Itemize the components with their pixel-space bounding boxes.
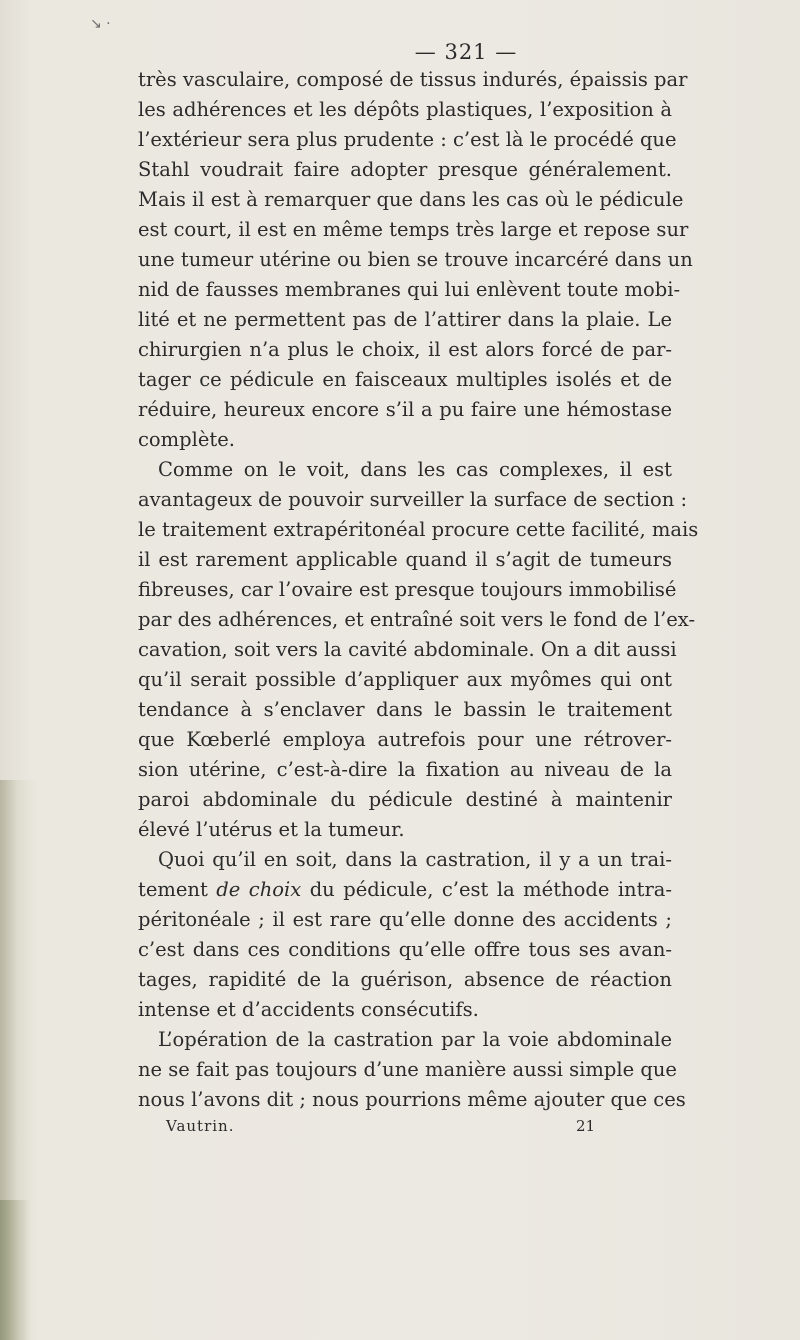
- text-line: L’opération de la castration par la voie abdominale: [158, 1028, 672, 1051]
- text-line: il est rarement applicable quand il s’agit de tumeurs: [138, 548, 672, 571]
- text-line: paroi abdominale du pédicule destiné à maintenir: [138, 788, 672, 811]
- text-line: Mais il est à remarquer que dans les cas où le pédicule: [138, 188, 684, 211]
- text-line: que Kœberlé employa autrefois pour une rétrover-: [138, 728, 672, 751]
- text-line: qu’il serait possible d’appliquer aux myômes qui ont: [138, 668, 672, 691]
- footer-signature-number: 21: [576, 1117, 596, 1135]
- text-line: Quoi qu’il en soit, dans la castration, il y a un trai-: [158, 848, 672, 871]
- text-line: réduire, heureux encore s’il a pu faire une hémostase: [138, 398, 672, 421]
- text-line: [138, 877, 672, 903]
- text-line: une tumeur utérine ou bien se trouve incarcéré dans un: [138, 248, 693, 271]
- text-line: chirurgien n’a plus le choix, il est alors forcé de par-: [138, 338, 672, 361]
- text-line: tages, rapidité de la guérison, absence de réaction: [138, 968, 672, 991]
- italic-text-run: de choix: [216, 878, 302, 901]
- text-line: lité et ne permettent pas de l’attirer dans la plaie. Le: [138, 308, 672, 331]
- text-line: élevé l’utérus et la tumeur.: [138, 818, 405, 841]
- text-line: tager ce pédicule en faisceaux multiples isolés et de: [138, 368, 672, 391]
- text-line: nid de fausses membranes qui lui enlèvent toute mobi-: [138, 278, 681, 301]
- text-line: l’extérieur sera plus prudente : c’est là le procédé que: [138, 128, 677, 151]
- text-line: péritonéale ; il est rare qu’elle donne des accidents ;: [138, 908, 672, 931]
- text-line: ne se fait pas toujours d’une manière aussi simple que: [138, 1058, 677, 1081]
- text-line: Comme on le voit, dans les cas complexes, il est: [158, 458, 672, 481]
- text-line: par des adhérences, et entraîné soit vers le fond de l’ex-: [138, 608, 696, 631]
- text-line: très vasculaire, composé de tissus indurés, épaissis par: [138, 68, 688, 91]
- text-line: Stahl voudrait faire adopter presque généralement.: [138, 158, 672, 181]
- page-corner-shadow: [0, 1200, 30, 1340]
- corner-mark: ↘ ·: [90, 16, 111, 32]
- text-line: le traitement extrapéritonéal procure cette facilité, mais: [138, 518, 699, 541]
- text-run: tement: [138, 878, 217, 901]
- page-number: — 321 —: [414, 40, 518, 64]
- text-line: cavation, soit vers la cavité abdominale. On a dit aussi: [138, 638, 677, 661]
- text-line: nous l’avons dit ; nous pourrions même ajouter que ces: [138, 1088, 686, 1111]
- text-run: du pédicule, c’est la méthode intra-: [301, 878, 672, 901]
- text-line: avantageux de pouvoir surveiller la surface de section :: [138, 488, 688, 511]
- text-line: intense et d’accidents consécutifs.: [138, 998, 479, 1021]
- text-line: complète.: [138, 428, 235, 451]
- text-line: les adhérences et les dépôts plastiques, l’exposition à: [138, 98, 672, 121]
- text-line: fibreuses, car l’ovaire est presque toujours immobilisé: [138, 578, 677, 601]
- text-line: c’est dans ces conditions qu’elle offre tous ses avan-: [138, 938, 672, 961]
- text-line: est court, il est en même temps très large et repose sur: [138, 218, 689, 241]
- text-line: tendance à s’enclaver dans le bassin le traitement: [138, 698, 672, 721]
- text-line: sion utérine, c’est-à-dire la fixation au niveau de la: [138, 758, 672, 781]
- footer-author: Vautrin.: [166, 1117, 235, 1135]
